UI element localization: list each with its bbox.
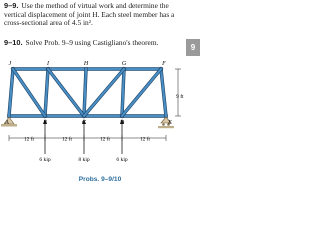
joint-label-c: C xyxy=(81,120,87,126)
joint-label-e: E xyxy=(168,120,172,126)
span-label: 12 ft xyxy=(61,136,73,143)
joint-label-h: H xyxy=(83,61,89,67)
problem-number: 9–9. xyxy=(4,1,19,10)
ground-hatch xyxy=(158,126,174,128)
ground-hatch xyxy=(1,124,17,127)
diagonal-jb-member xyxy=(13,69,45,116)
diagonal-ic-member xyxy=(48,69,84,116)
truss-supports xyxy=(1,117,174,128)
joint-label-a: A xyxy=(5,120,9,126)
truss-figure xyxy=(0,0,200,189)
problem-number: 9–10. xyxy=(4,38,23,47)
joint-label-i: I xyxy=(47,61,49,67)
joint-label-b: B xyxy=(43,120,47,126)
diagonal-df-member xyxy=(122,69,161,116)
span-label: 12 ft xyxy=(23,136,35,143)
chapter-tab: 9 xyxy=(186,39,200,56)
load-label-b: 6 kip xyxy=(39,157,51,163)
height-label: 9 ft xyxy=(176,94,184,100)
joint-label-j: J xyxy=(8,61,12,67)
problem-text: Solve Prob. 9–9 using Castigliano's theorem. xyxy=(25,38,159,47)
joint-label-f: F xyxy=(162,61,166,67)
vertical-ib-member xyxy=(45,69,48,116)
span-label: 12 ft xyxy=(139,136,151,143)
roller-wheel-icon xyxy=(162,123,165,126)
figure-caption: Probs. 9–9/10 xyxy=(78,176,122,183)
joint-label-g: G xyxy=(121,61,127,67)
joint-label-d: D xyxy=(119,120,125,126)
end-post-right-member xyxy=(161,69,166,116)
problem-text: Use the method of virtual work and determine the vertical displacement of joint H. Each steel member has a cross-sectional area of 4.5 in². xyxy=(4,1,175,28)
load-label-c: 8 kip xyxy=(78,157,90,163)
diagonal-cg-member xyxy=(84,69,124,116)
span-label: 12 ft xyxy=(99,136,111,143)
load-label-d: 6 kip xyxy=(116,157,128,163)
truss-members xyxy=(9,69,166,116)
